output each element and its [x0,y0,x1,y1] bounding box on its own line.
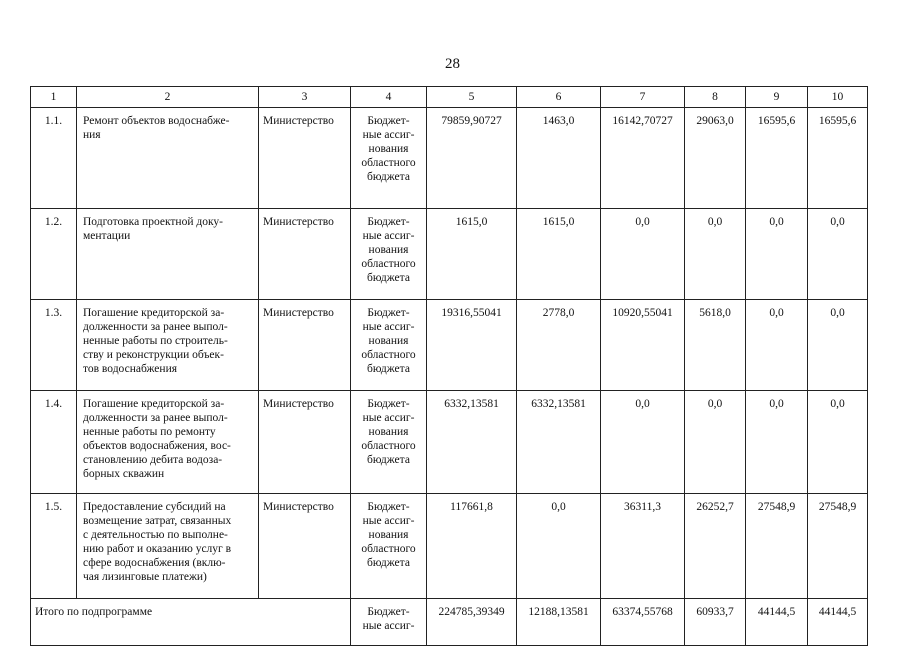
measure-name: Погашение кредиторской за- долженности за ранее выпол- ненные работы по ремонту объектов водоснабжения, вос- становлению дебита водоза- борных скважин [77,391,259,494]
value-cell: 16595,6 [808,108,868,209]
funding-source: Бюджет- ные ассиг- [351,599,427,646]
funding-source: Бюджет- ные ассиг- нования областного бюджета [351,494,427,599]
total-label: Итого по подпрограмме [31,599,351,646]
value-cell: 16595,6 [746,108,808,209]
table-row [31,108,868,209]
funding-source: Бюджет- ные ассиг- нования областного бюджета [351,300,427,391]
funding-source: Бюджет- ные ассиг- нования областного бюджета [351,108,427,209]
value-cell: 117661,8 [427,494,517,599]
value-cell: 0,0 [808,300,868,391]
value-cell: 0,0 [746,209,808,300]
value-cell: 27548,9 [808,494,868,599]
row-number: 1.2. [31,209,77,300]
total-value-cell: 44144,5 [746,599,808,646]
header-cell: 9 [746,87,808,108]
table-row [31,209,868,300]
value-cell: 0,0 [808,209,868,300]
budget-table [30,86,868,646]
table-row [31,300,868,391]
header-cell: 6 [517,87,601,108]
table-row [31,494,868,599]
page-number: 28 [445,56,460,72]
measure-name: Ремонт объектов водоснабже- ния [77,108,259,209]
value-cell: 29063,0 [685,108,746,209]
measure-name: Предоставление субсидий на возмещение затрат, связанных с деятельностью по выполне- нию работ и оказанию услуг в сфере водоснабжения (вклю- чая лизинговые платежи) [77,494,259,599]
row-number: 1.1. [31,108,77,209]
value-cell: 10920,55041 [601,300,685,391]
value-cell: 6332,13581 [517,391,601,494]
executor: Министерство [259,209,351,300]
header-cell: 4 [351,87,427,108]
header-row [31,87,868,108]
total-row [31,599,868,646]
value-cell: 1615,0 [517,209,601,300]
executor: Министерство [259,391,351,494]
value-cell: 0,0 [517,494,601,599]
measure-name: Подготовка проектной доку- ментации [77,209,259,300]
value-cell: 79859,90727 [427,108,517,209]
header-cell: 7 [601,87,685,108]
row-number: 1.3. [31,300,77,391]
total-value-cell: 63374,55768 [601,599,685,646]
value-cell: 26252,7 [685,494,746,599]
measure-name: Погашение кредиторской за- долженности за ранее выпол- ненные работы по строитель- ству и реконструкции объек- тов водоснабжения [77,300,259,391]
value-cell: 0,0 [685,391,746,494]
value-cell: 5618,0 [685,300,746,391]
header-cell: 8 [685,87,746,108]
header-cell: 3 [259,87,351,108]
value-cell: 0,0 [746,300,808,391]
value-cell: 1463,0 [517,108,601,209]
value-cell: 19316,55041 [427,300,517,391]
value-cell: 16142,70727 [601,108,685,209]
value-cell: 0,0 [808,391,868,494]
value-cell: 0,0 [685,209,746,300]
executor: Министерство [259,108,351,209]
value-cell: 27548,9 [746,494,808,599]
value-cell: 0,0 [601,391,685,494]
value-cell: 36311,3 [601,494,685,599]
funding-source: Бюджет- ные ассиг- нования областного бюджета [351,209,427,300]
total-value-cell: 224785,39349 [427,599,517,646]
header-cell: 2 [77,87,259,108]
total-value-cell: 44144,5 [808,599,868,646]
value-cell: 6332,13581 [427,391,517,494]
value-cell: 2778,0 [517,300,601,391]
value-cell: 0,0 [601,209,685,300]
row-number: 1.5. [31,494,77,599]
executor: Министерство [259,494,351,599]
total-value-cell: 60933,7 [685,599,746,646]
table-row [31,391,868,494]
funding-source: Бюджет- ные ассиг- нования областного бюджета [351,391,427,494]
value-cell: 1615,0 [427,209,517,300]
header-cell: 10 [808,87,868,108]
header-cell: 5 [427,87,517,108]
total-value-cell: 12188,13581 [517,599,601,646]
executor: Министерство [259,300,351,391]
header-cell: 1 [31,87,77,108]
value-cell: 0,0 [746,391,808,494]
row-number: 1.4. [31,391,77,494]
